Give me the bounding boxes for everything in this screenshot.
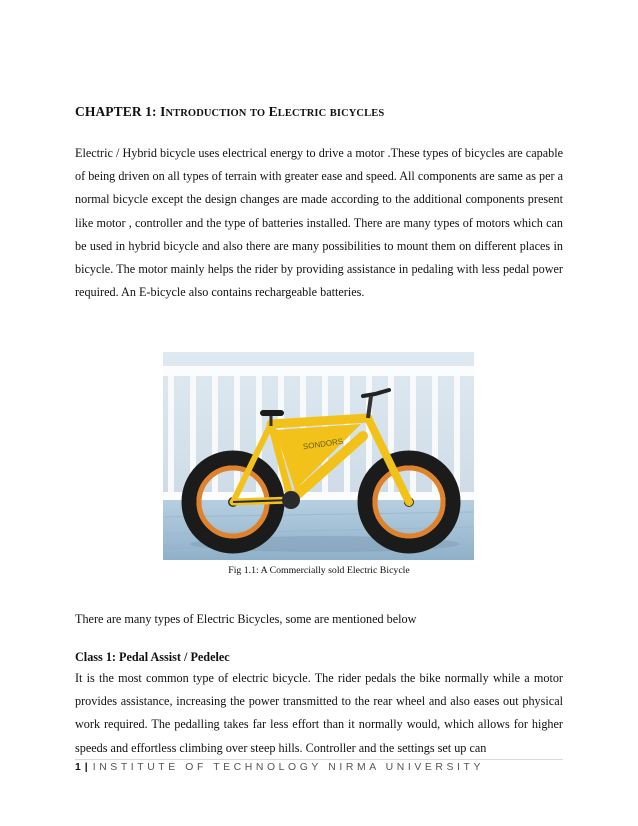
class1-heading: Class 1: Pedal Assist / Pedelec	[75, 650, 230, 664]
types-intro: There are many types of Electric Bicycles, some are mentioned below	[75, 612, 417, 626]
page-footer	[75, 762, 484, 773]
frame-brand-text: SONDORS	[302, 436, 344, 452]
class1-paragraph: It is the most common type of electric bicycle. The rider pedals the bike normally while a motor provides assistance, increasing the power transmitted to the rear wheel and also eases out physical work required. The pedalling takes far less effort than it normally would, which allows for higher speeds and effortless climbing over steep hills. Controller and the settings set up can	[75, 671, 563, 755]
intro-paragraph: Electric / Hybrid bicycle uses electrical energy to drive a motor .These types of bicycles are capable of being driven on all types of terrain with greater ease and speed. All components are same as per a normal bicycle except the design changes are made according to the additional components present like motor , controller and the type of batteries installed. There are many types of motors which can be used in hybrid bicycle and also there are many possibilities to mount them on different places in bicycle. The motor mainly helps the rider by providing assistance in pedaling with less pedal power required. An E-bicycle also contains rechargeable batteries.	[75, 146, 563, 300]
title-initial-e: E	[268, 104, 278, 119]
title-word-introduction: NTRODUCTION	[165, 108, 247, 119]
page-number: 1	[75, 762, 81, 773]
title-word-electric: LECTRIC	[277, 108, 327, 119]
figure-caption: Fig 1.1: A Commercially sold Electric Bicycle	[228, 565, 410, 576]
title-word-to: TO	[249, 108, 266, 119]
electric-bicycle-photo	[163, 352, 474, 560]
chapter-prefix: CHAPTER 1: I	[75, 104, 166, 119]
footer-divider	[75, 759, 563, 760]
title-word-bicycles: BICYCLES	[329, 108, 385, 119]
footer-institution: INSTITUTE OF TECHNOLOGY NIRMA UNIVERSITY	[92, 762, 484, 773]
bicycle-illustration	[163, 352, 474, 560]
footer-separator: |	[84, 762, 88, 773]
chapter-title	[75, 104, 384, 120]
